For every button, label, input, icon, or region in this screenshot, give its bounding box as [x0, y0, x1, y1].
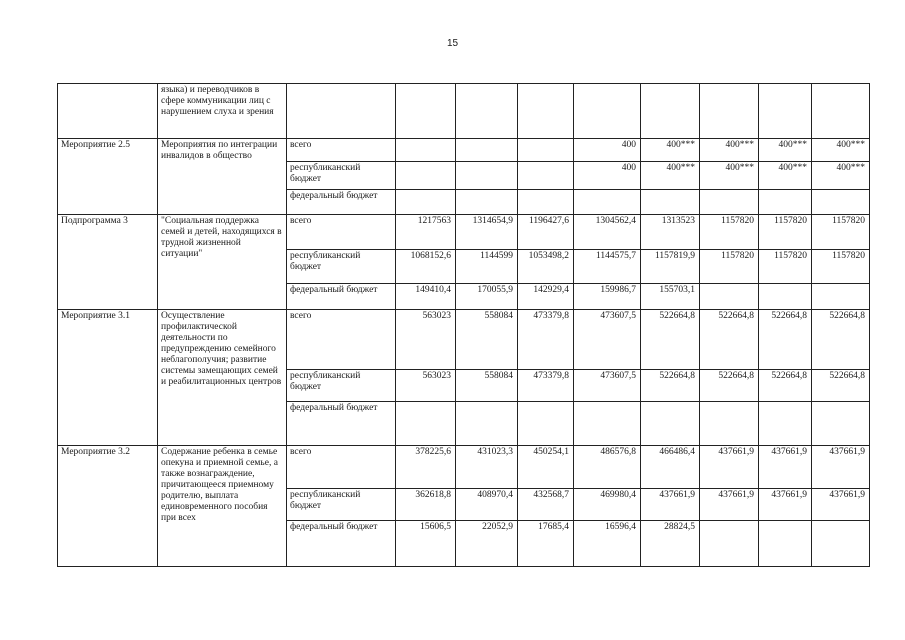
- value-cell: 437661,9: [759, 446, 812, 489]
- program-name-cell: Подпрограмма 3: [58, 215, 158, 310]
- value-cell: 450254,1: [518, 446, 574, 489]
- value-cell: 400: [574, 162, 641, 190]
- program-name-cell: Мероприятие 3.1: [58, 310, 158, 446]
- funding-source-cell: республиканский бюджет: [287, 162, 396, 190]
- value-cell: [456, 402, 518, 446]
- value-cell: 400: [574, 139, 641, 162]
- value-cell: 155703,1: [641, 284, 700, 310]
- value-cell: [812, 84, 870, 139]
- value-cell: [812, 190, 870, 215]
- funding-source-cell: федеральный бюджет: [287, 284, 396, 310]
- value-cell: 432568,7: [518, 489, 574, 521]
- value-cell: 437661,9: [759, 489, 812, 521]
- table-row: [58, 84, 870, 139]
- value-cell: [700, 84, 759, 139]
- value-cell: [518, 162, 574, 190]
- value-cell: 17685,4: [518, 521, 574, 567]
- value-cell: [641, 402, 700, 446]
- funding-source-cell: республиканский бюджет: [287, 370, 396, 402]
- value-cell: 1144575,7: [574, 250, 641, 284]
- value-cell: 22052,9: [456, 521, 518, 567]
- value-cell: [518, 84, 574, 139]
- funding-source-cell: федеральный бюджет: [287, 190, 396, 215]
- funding-source-cell: республиканский бюджет: [287, 489, 396, 521]
- value-cell: [700, 402, 759, 446]
- value-cell: 142929,4: [518, 284, 574, 310]
- value-cell: 431023,3: [456, 446, 518, 489]
- table-row: [58, 310, 870, 370]
- value-cell: 1304562,4: [574, 215, 641, 250]
- funding-source-cell: всего: [287, 310, 396, 370]
- value-cell: [812, 521, 870, 567]
- value-cell: 1157820: [812, 250, 870, 284]
- value-cell: [518, 139, 574, 162]
- value-cell: 1217563: [396, 215, 456, 250]
- program-description-cell: Осуществление профилактической деятельности по предупреждению семейного неблагополучия; развитие системы замещающих семей и реабилитационных центров: [158, 310, 287, 446]
- program-name-cell: [58, 84, 158, 139]
- value-cell: 466486,4: [641, 446, 700, 489]
- value-cell: [759, 284, 812, 310]
- value-cell: 170055,9: [456, 284, 518, 310]
- value-cell: 16596,4: [574, 521, 641, 567]
- funding-source-cell: федеральный бюджет: [287, 402, 396, 446]
- value-cell: 400***: [759, 162, 812, 190]
- value-cell: [759, 402, 812, 446]
- value-cell: [641, 190, 700, 215]
- funding-source-cell: [287, 84, 396, 139]
- value-cell: 28824,5: [641, 521, 700, 567]
- value-cell: 1157820: [812, 215, 870, 250]
- value-cell: 473607,5: [574, 370, 641, 402]
- value-cell: 1157820: [759, 215, 812, 250]
- value-cell: 408970,4: [456, 489, 518, 521]
- value-cell: 563023: [396, 310, 456, 370]
- program-name-cell: Мероприятие 3.2: [58, 446, 158, 567]
- program-description-cell: Мероприятия по интеграции инвалидов в общество: [158, 139, 287, 215]
- value-cell: 522664,8: [641, 370, 700, 402]
- value-cell: 1196427,6: [518, 215, 574, 250]
- value-cell: [700, 190, 759, 215]
- value-cell: 522664,8: [759, 370, 812, 402]
- value-cell: [396, 162, 456, 190]
- value-cell: 437661,9: [700, 489, 759, 521]
- funding-source-cell: всего: [287, 139, 396, 162]
- value-cell: [700, 284, 759, 310]
- value-cell: 522664,8: [812, 310, 870, 370]
- value-cell: 1068152,6: [396, 250, 456, 284]
- value-cell: [574, 402, 641, 446]
- value-cell: [456, 84, 518, 139]
- value-cell: 558084: [456, 370, 518, 402]
- value-cell: 362618,8: [396, 489, 456, 521]
- value-cell: 522664,8: [700, 370, 759, 402]
- value-cell: [396, 84, 456, 139]
- value-cell: 1157819,9: [641, 250, 700, 284]
- table-row: [58, 215, 870, 250]
- value-cell: 378225,6: [396, 446, 456, 489]
- value-cell: [641, 84, 700, 139]
- value-cell: [759, 521, 812, 567]
- value-cell: 437661,9: [641, 489, 700, 521]
- value-cell: 400***: [700, 162, 759, 190]
- value-cell: [759, 190, 812, 215]
- value-cell: 469980,4: [574, 489, 641, 521]
- funding-source-cell: всего: [287, 215, 396, 250]
- value-cell: 1053498,2: [518, 250, 574, 284]
- value-cell: 522664,8: [700, 310, 759, 370]
- value-cell: [812, 402, 870, 446]
- value-cell: 400***: [812, 139, 870, 162]
- value-cell: [700, 521, 759, 567]
- value-cell: [396, 190, 456, 215]
- value-cell: [456, 139, 518, 162]
- value-cell: 473379,8: [518, 370, 574, 402]
- value-cell: [456, 162, 518, 190]
- page-number: 15: [446, 38, 459, 49]
- value-cell: 486576,8: [574, 446, 641, 489]
- value-cell: 400***: [759, 139, 812, 162]
- value-cell: [456, 190, 518, 215]
- program-description-cell: языка) и переводчиков в сфере коммуникации лиц с нарушением слуха и зрения: [158, 84, 287, 139]
- value-cell: 437661,9: [812, 446, 870, 489]
- value-cell: 400***: [641, 162, 700, 190]
- value-cell: 473379,8: [518, 310, 574, 370]
- budget-table: [57, 83, 870, 567]
- value-cell: 473607,5: [574, 310, 641, 370]
- value-cell: 1313523: [641, 215, 700, 250]
- value-cell: [518, 402, 574, 446]
- value-cell: 558084: [456, 310, 518, 370]
- value-cell: 400***: [812, 162, 870, 190]
- value-cell: [396, 402, 456, 446]
- funding-source-cell: республиканский бюджет: [287, 250, 396, 284]
- value-cell: [518, 190, 574, 215]
- value-cell: 1157820: [700, 250, 759, 284]
- program-description-cell: "Социальная поддержка семей и детей, находящихся в трудной жизненной ситуации": [158, 215, 287, 310]
- value-cell: 149410,4: [396, 284, 456, 310]
- value-cell: 522664,8: [641, 310, 700, 370]
- value-cell: 563023: [396, 370, 456, 402]
- table-row: [58, 446, 870, 489]
- value-cell: 400***: [641, 139, 700, 162]
- value-cell: 437661,9: [700, 446, 759, 489]
- value-cell: 159986,7: [574, 284, 641, 310]
- funding-source-cell: федеральный бюджет: [287, 521, 396, 567]
- value-cell: [574, 84, 641, 139]
- value-cell: 400***: [700, 139, 759, 162]
- program-name-cell: Мероприятие 2.5: [58, 139, 158, 215]
- value-cell: [759, 84, 812, 139]
- value-cell: 15606,5: [396, 521, 456, 567]
- value-cell: 522664,8: [759, 310, 812, 370]
- value-cell: 1157820: [700, 215, 759, 250]
- value-cell: [574, 190, 641, 215]
- value-cell: [812, 284, 870, 310]
- value-cell: 1144599: [456, 250, 518, 284]
- value-cell: 437661,9: [812, 489, 870, 521]
- value-cell: [396, 139, 456, 162]
- value-cell: 1314654,9: [456, 215, 518, 250]
- value-cell: 522664,8: [812, 370, 870, 402]
- funding-source-cell: всего: [287, 446, 396, 489]
- table-row: [58, 139, 870, 162]
- value-cell: 1157820: [759, 250, 812, 284]
- program-description-cell: Содержание ребенка в семье опекуна и приемной семье, а также вознаграждение, причитающееся приемному родителю, выплата единовременного пособия при всех: [158, 446, 287, 567]
